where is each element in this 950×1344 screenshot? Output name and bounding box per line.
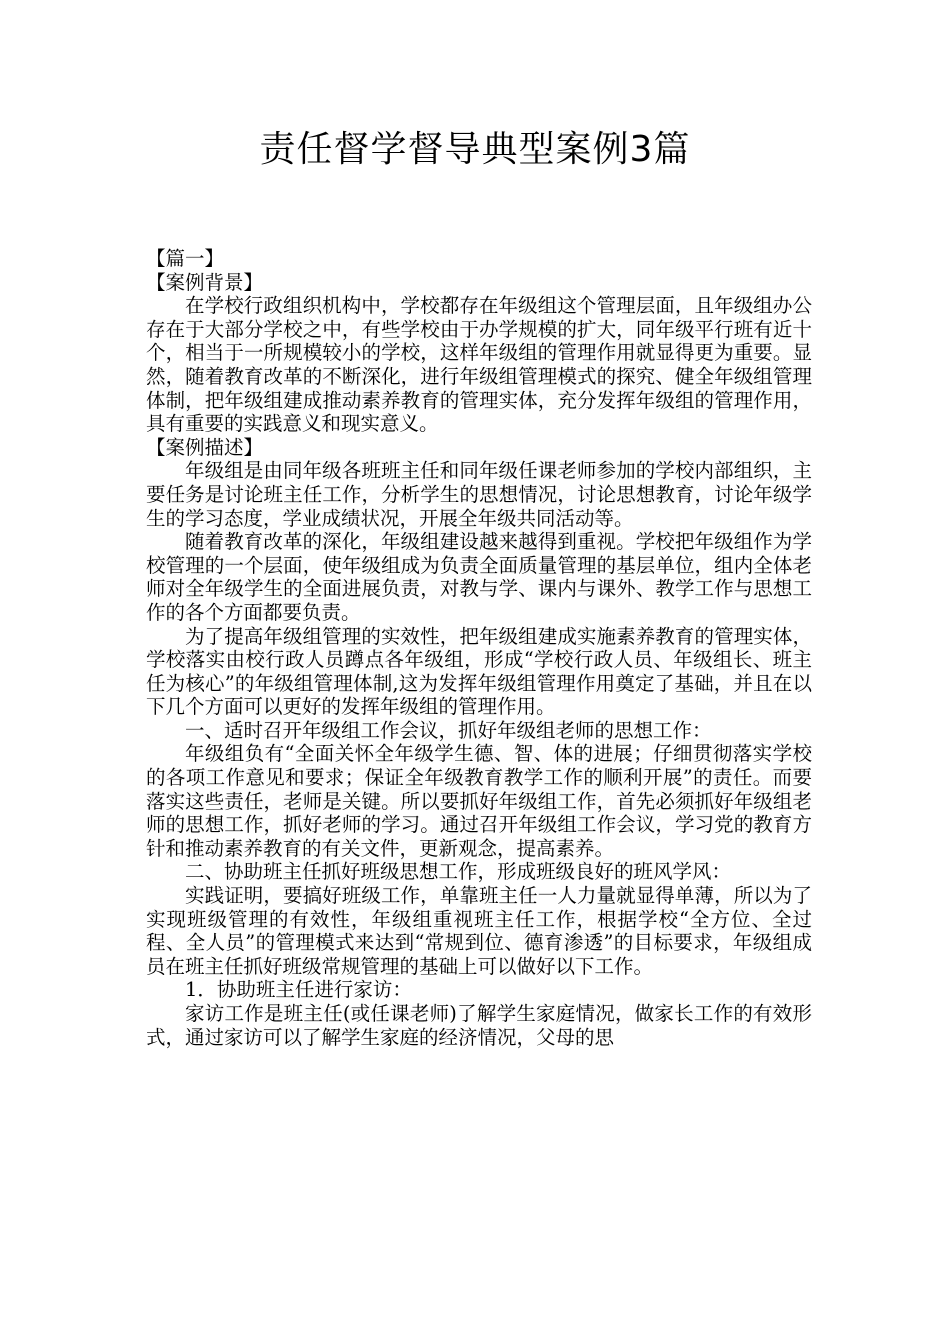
- document-body: [146, 247, 812, 1049]
- description-heading: 【案例描述】: [146, 435, 264, 459]
- paragraph: 年级组负有“全面关怀全年级学生德、智、体的进展；仔细贯彻落实学校的各项工作意见和要求；保证全年级教育教学工作的顺利开展”的责任。而要落实这些责任，老师是关键。所以要抓好年级组工作，首先必须抓好年级组老师的思想工作，抓好老师的学习。通过召开年级组工作会议，学习党的教育方针和推动素养教育的有关文件，更新观念，提高素养。: [146, 742, 812, 860]
- section-label: 【篇一】: [146, 247, 225, 270]
- paragraph: 家访工作是班主任(或任课老师)了解学生家庭情况，做家长工作的有效形式，通过家访可以了解学生家庭的经济情况，父母的思: [146, 1002, 812, 1049]
- document-title: 责任督学督导典型案例3篇: [259, 129, 691, 170]
- paragraph: 实践证明，要搞好班级工作，单靠班主任一人力量就显得单薄，所以为了实现班级管理的有效性，年级组重视班主任工作，根据学校“全方位、全过程、全人员”的管理模式来达到“常规到位、德育渗透”的目标要求，年级组成员在班主任抓好班级常规管理的基础上可以做好以下工作。: [146, 884, 812, 978]
- subpoint-heading: 1．协助班主任进行家访：: [185, 978, 412, 1002]
- point-heading: 二、协助班主任抓好班级思想工作，形成班级良好的班风学风：: [185, 860, 732, 884]
- paragraph: 随着教育改革的深化，年级组建设越来越得到重视。学校把年级组作为学校管理的一个层面，使年级组成为负责全面质量管理的基层单位，组内全体老师对全年级学生的全面进展负责，对教与学、课内与课外、教学工作与思想工作的各个方面都要负责。: [146, 530, 812, 624]
- paragraph: 年级组是由同年级各班班主任和同年级任课老师参加的学校内部组织，主要任务是讨论班主任工作，分析学生的思想情况，讨论思想教育，讨论年级学生的学习态度，学业成绩状况，开展全年级共同活动等。: [146, 459, 812, 530]
- background-heading: 【案例背景】: [146, 270, 264, 294]
- point-heading: 一、适时召开年级组工作会议，抓好年级组老师的思想工作：: [185, 718, 712, 742]
- paragraph: 为了提高年级组管理的实效性，把年级组建成实施素养教育的管理实体，学校落实由校行政人员蹲点各年级组，形成“学校行政人员、年级组长、班主任为核心”的年级组管理体制,这为发挥年级组管理作用奠定了基础，并且在以下几个方面可以更好的发挥年级组的管理作用。: [146, 624, 812, 719]
- paragraph: 在学校行政组织机构中，学校都存在年级组这个管理层面，且年级组办公存在于大部分学校之中，有些学校由于办学规模的扩大，同年级平行班有近十个，相当于一所规模较小的学校，这样年级组的管理作用就显得更为重要。显然，随着教育改革的不断深化，进行年级组管理模式的探究、健全年级组管理体制，把年级组建成推动素养教育的管理实体，充分发挥年级组的管理作用，具有重要的实践意义和现实意义。: [146, 294, 812, 436]
